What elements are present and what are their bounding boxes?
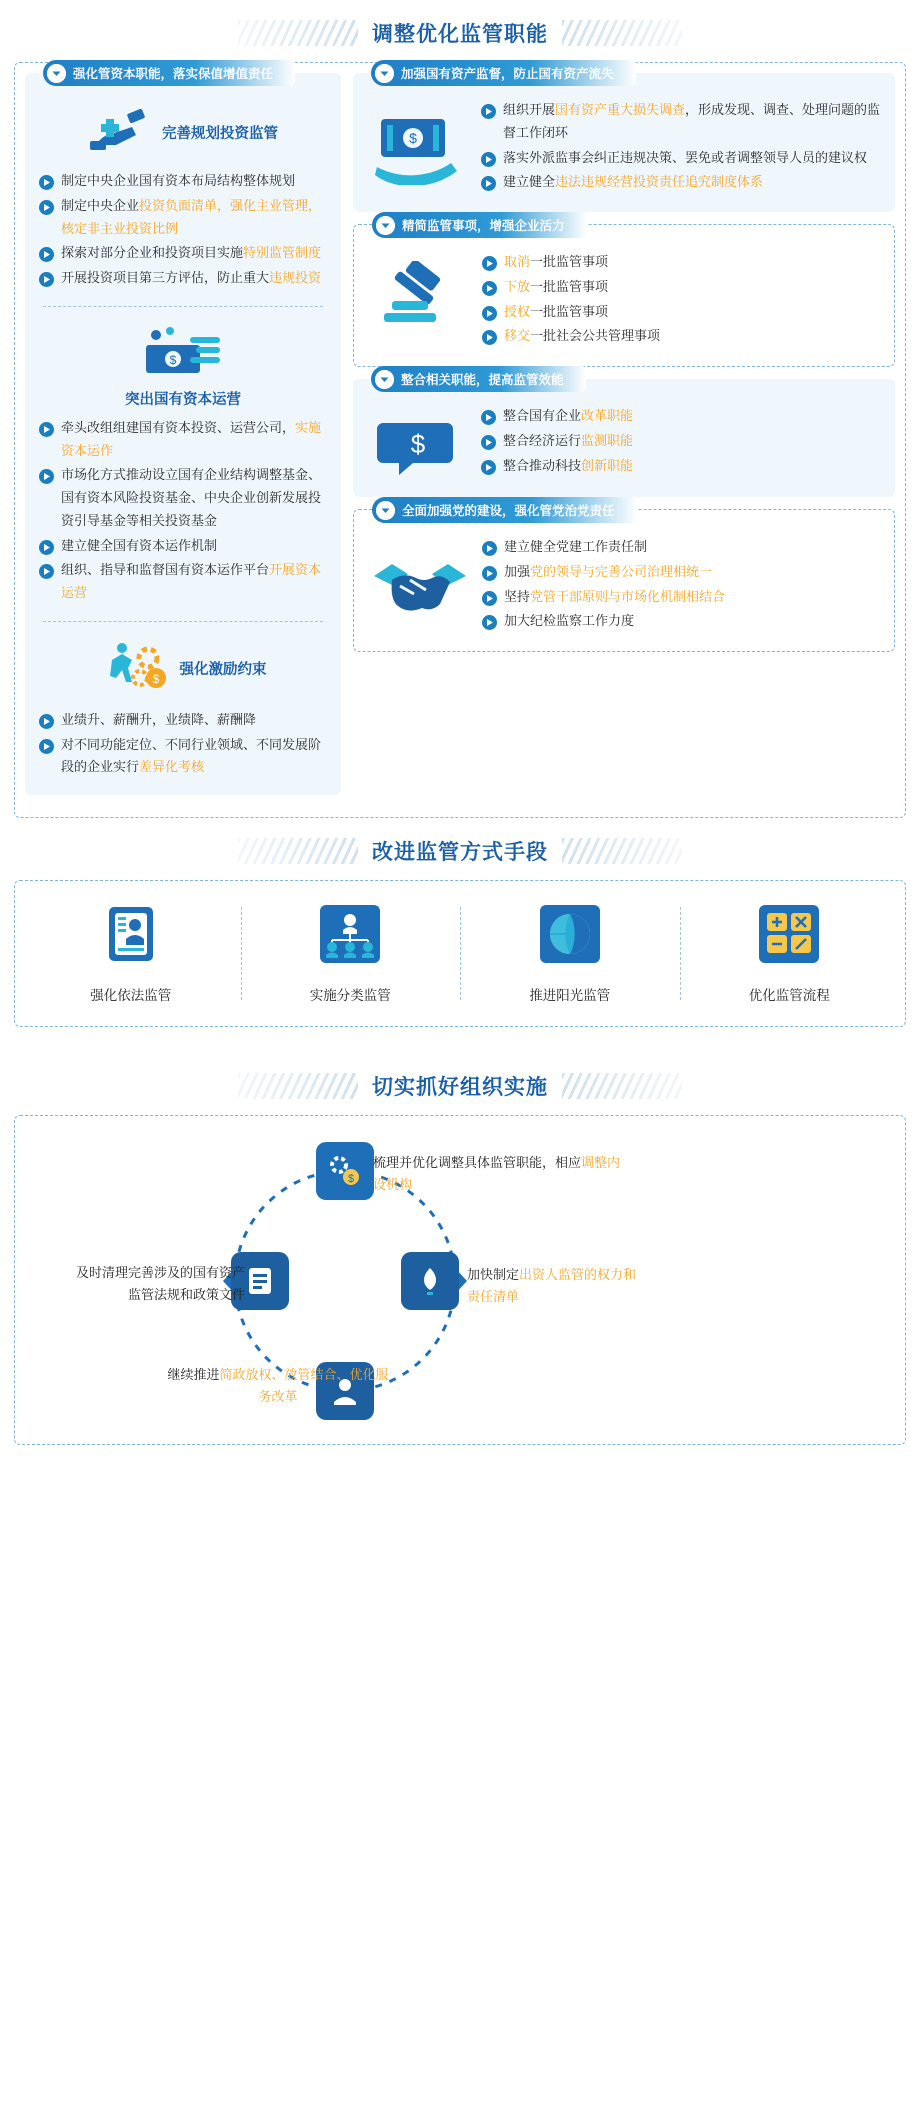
item-text-highlight: 违法违规经营投资责任追究制度体系 bbox=[555, 174, 764, 190]
divider bbox=[43, 306, 323, 307]
arrow-bullet-icon bbox=[481, 410, 496, 425]
item-text-highlight: 差异化考核 bbox=[139, 759, 205, 775]
item-text: 制定中央企业国有资本布局结构整体规划 bbox=[61, 173, 296, 188]
section-header-2 bbox=[0, 836, 920, 866]
item-text: 加强 bbox=[504, 563, 531, 579]
column-supervision bbox=[353, 67, 895, 664]
hatch-decoration-left bbox=[238, 20, 358, 46]
svg-text:$: $ bbox=[347, 1173, 355, 1185]
list-item bbox=[481, 147, 881, 170]
svg-text:$: $ bbox=[410, 429, 426, 459]
money-icon-wrap bbox=[39, 323, 327, 382]
item-text: 整合国有企业 bbox=[503, 408, 582, 423]
section-title-1: 调整优化监管职能 bbox=[372, 23, 548, 46]
bullet-list-integrate bbox=[481, 405, 881, 477]
item-text: 加快制定 bbox=[467, 1267, 520, 1282]
arrow-bullet-icon bbox=[481, 460, 496, 475]
item-text-highlight: 授权 bbox=[504, 303, 531, 319]
hatch-decoration-right bbox=[562, 20, 682, 46]
item-text-highlight: 调整内设机构 bbox=[373, 1155, 621, 1193]
bullet-list-streamline bbox=[482, 251, 880, 348]
item-text-highlight: 出资人监管的权力和责任清单 bbox=[467, 1267, 637, 1305]
item-text-highlight: 投资负面清单，强化主业管理，核定非主业投资比例 bbox=[61, 197, 322, 236]
org-chart-icon bbox=[318, 952, 382, 969]
ribbon-label: 强化管资本职能，落实保值增值责任 bbox=[73, 67, 274, 81]
arrow-bullet-icon bbox=[482, 566, 497, 581]
item-text: 落实外派监事会纠正违规决策、罢免或者调整领导人员的建议权 bbox=[503, 149, 868, 165]
card-capital-functions bbox=[25, 67, 341, 795]
block-caption: 强化激励约束 bbox=[179, 661, 267, 678]
arrow-bullet-icon bbox=[482, 541, 497, 556]
card-asset-supervision bbox=[353, 67, 895, 212]
item-text-highlight: 国有资产重大损失调查 bbox=[555, 102, 686, 117]
cycle-node-gears bbox=[316, 1142, 374, 1200]
item-text: 探索对部分企业和投资项目实施 bbox=[61, 245, 244, 261]
ribbon-capital-functions bbox=[43, 60, 295, 86]
arrow-bullet-icon bbox=[39, 540, 54, 555]
item-text: 建立健全 bbox=[503, 174, 556, 190]
bullet-list-capital-operation bbox=[39, 417, 327, 605]
block-caption: 突出国有资本运营 bbox=[125, 391, 241, 408]
chevron-down-icon bbox=[47, 64, 66, 83]
arrow-bullet-icon bbox=[482, 281, 497, 296]
pen-icon bbox=[413, 1264, 447, 1298]
section-title-2: 改进监管方式手段 bbox=[372, 841, 548, 864]
list-item bbox=[39, 709, 327, 732]
item-text-highlight: 取消 bbox=[504, 254, 531, 269]
hand-money-icon bbox=[367, 99, 471, 185]
item-text-highlight: 开展资本运营 bbox=[61, 562, 322, 600]
item-text: 组织开展 bbox=[503, 102, 556, 117]
ribbon-label: 全面加强党的建设，强化管党治党责任 bbox=[402, 504, 615, 518]
arrow-bullet-icon bbox=[482, 615, 497, 630]
item-text: 一批社会公共管理事项 bbox=[530, 328, 661, 344]
icon-caption-incentive bbox=[39, 638, 327, 699]
method-cell-lawful bbox=[21, 899, 241, 1008]
chevron-down-icon bbox=[376, 216, 395, 235]
arrow-bullet-icon bbox=[481, 104, 496, 119]
item-text-highlight: 简政放权、放管结合、优化服务改革 bbox=[219, 1367, 389, 1405]
cycle-text-left bbox=[75, 1262, 245, 1306]
item-text: 建立健全国有资本运作机制 bbox=[61, 537, 218, 553]
arrow-bullet-icon bbox=[39, 739, 54, 754]
bullet-list-asset-supervision bbox=[481, 99, 881, 194]
cycle-node-pen bbox=[401, 1252, 459, 1310]
method-label: 推进阳光监管 bbox=[529, 988, 611, 1003]
item-text-highlight: 改革职能 bbox=[581, 408, 634, 423]
list-item bbox=[481, 99, 881, 145]
item-text: 继续推进 bbox=[167, 1367, 220, 1382]
method-label: 实施分类监管 bbox=[309, 988, 391, 1003]
item-text: 建立健全党建工作责任制 bbox=[504, 539, 648, 554]
list-item bbox=[39, 267, 327, 290]
section-header-1 bbox=[0, 18, 920, 48]
ribbon-streamline-items bbox=[372, 212, 587, 238]
arrow-bullet-icon bbox=[482, 306, 497, 321]
item-text: 整合推动科技 bbox=[503, 457, 582, 473]
chevron-down-icon bbox=[375, 64, 394, 83]
method-cell-process bbox=[680, 899, 900, 1008]
list-item bbox=[482, 586, 880, 609]
bullet-list-party-building bbox=[482, 536, 880, 633]
card-streamline-items bbox=[353, 219, 895, 367]
item-text-highlight: 党管干部原则与市场化机制相结合 bbox=[530, 588, 726, 604]
arrow-bullet-icon bbox=[39, 272, 54, 287]
arrow-bullet-icon bbox=[481, 152, 496, 167]
hatch-decoration-right bbox=[562, 1073, 682, 1099]
chat-dollar-icon bbox=[367, 405, 471, 481]
icon-caption-planning bbox=[39, 105, 327, 160]
list-icon bbox=[243, 1264, 277, 1298]
list-item bbox=[39, 535, 327, 558]
chevron-down-icon bbox=[375, 370, 394, 389]
item-text: 市场化方式推动设立国有企业结构调整基金、国有资本风险投资基金、中央企业创新发展投资引导基金等相关投资基金 bbox=[61, 467, 322, 528]
method-label: 优化监管流程 bbox=[748, 988, 830, 1003]
runner-gear-icon bbox=[100, 638, 170, 699]
item-text-highlight: 党的领导与完善公司治理相统一 bbox=[530, 563, 713, 579]
list-item bbox=[39, 242, 327, 265]
arrow-bullet-icon bbox=[39, 247, 54, 262]
list-item bbox=[39, 195, 327, 241]
item-text: 制定中央企业 bbox=[61, 197, 140, 213]
arrow-bullet-icon bbox=[39, 175, 54, 190]
card-party-building bbox=[353, 504, 895, 652]
item-text: 开展投资项目第三方评估，防止重大 bbox=[61, 270, 270, 285]
list-item bbox=[482, 276, 880, 299]
list-item bbox=[39, 170, 327, 193]
ribbon-label: 加强国有资产监督，防止国有资产流失 bbox=[401, 67, 614, 81]
svg-text:$: $ bbox=[409, 130, 417, 146]
item-text: 一批监管事项 bbox=[530, 278, 609, 294]
item-text-highlight: 违规投资 bbox=[269, 270, 322, 285]
item-text-highlight: 特别监管制度 bbox=[243, 245, 322, 261]
infographic-page bbox=[0, 18, 920, 1465]
hatch-decoration-left bbox=[238, 838, 358, 864]
list-item bbox=[482, 561, 880, 584]
item-text: 梳理并优化调整具体监管职能，相应 bbox=[373, 1155, 582, 1170]
item-text: 一批监管事项 bbox=[530, 254, 609, 269]
svg-text:$: $ bbox=[169, 352, 177, 367]
section-header-3 bbox=[0, 1071, 920, 1101]
arrow-bullet-icon bbox=[39, 469, 54, 484]
card-integrate-functions bbox=[353, 373, 895, 497]
arrow-bullet-icon bbox=[481, 176, 496, 191]
item-text: 及时清理完善涉及的国有资产监管法规和政策文件 bbox=[75, 1265, 245, 1303]
section-title-3: 切实抓好组织实施 bbox=[372, 1076, 548, 1099]
list-item bbox=[39, 559, 327, 605]
document-person-icon bbox=[101, 952, 161, 969]
list-item bbox=[482, 536, 880, 559]
svg-text:$: $ bbox=[152, 671, 159, 686]
bullet-list-incentive bbox=[39, 709, 327, 779]
chevron-down-icon bbox=[376, 501, 395, 520]
arrow-bullet-icon bbox=[482, 591, 497, 606]
bullet-list-planning bbox=[39, 170, 327, 290]
method-cell-classified bbox=[241, 899, 461, 1008]
arrow-bullet-icon bbox=[482, 256, 497, 271]
item-text-highlight: 创新职能 bbox=[581, 457, 634, 473]
cycle-text-top bbox=[373, 1152, 623, 1196]
list-item bbox=[482, 610, 880, 633]
gears-icon bbox=[327, 1153, 363, 1189]
item-text: 整合经济运行 bbox=[503, 432, 582, 448]
item-text: 加大纪检监察工作力度 bbox=[504, 613, 635, 629]
arrow-bullet-icon bbox=[39, 714, 54, 729]
arrow-bullet-icon bbox=[39, 564, 54, 579]
ribbon-integrate-functions bbox=[371, 366, 586, 392]
list-item bbox=[39, 734, 327, 780]
list-item bbox=[39, 417, 327, 463]
ribbon-asset-supervision bbox=[371, 60, 636, 86]
ribbon-label: 精简监管事项，增强企业活力 bbox=[402, 219, 565, 233]
arrow-bullet-icon bbox=[39, 200, 54, 215]
list-item bbox=[481, 405, 881, 428]
globe-icon bbox=[538, 952, 602, 969]
calculator-icon bbox=[757, 952, 821, 969]
arrow-bullet-icon bbox=[482, 330, 497, 345]
method-cell-sunshine bbox=[460, 899, 680, 1008]
block-caption: 完善规划投资监管 bbox=[162, 126, 278, 142]
hatch-decoration-right bbox=[562, 838, 682, 864]
item-text-highlight: 下放 bbox=[504, 278, 531, 294]
list-item bbox=[481, 171, 881, 194]
panel-implementation-cycle bbox=[14, 1115, 906, 1445]
panel-supervision-methods bbox=[14, 880, 906, 1027]
list-item bbox=[39, 464, 327, 532]
arrow-bullet-icon bbox=[481, 435, 496, 450]
list-item bbox=[482, 325, 880, 348]
item-text-highlight: 移交 bbox=[504, 328, 531, 344]
item-text-highlight: 监测职能 bbox=[581, 432, 634, 448]
item-text: 坚持 bbox=[504, 588, 531, 604]
column-capital-functions bbox=[25, 67, 341, 807]
item-text-highlight: 实施资本运作 bbox=[61, 419, 322, 458]
item-text: 组织、指导和监督国有资本运作平台 bbox=[61, 562, 270, 578]
hatch-decoration-left bbox=[238, 1073, 358, 1099]
panel-regulatory-functions bbox=[14, 62, 906, 818]
ribbon-label: 整合相关职能，提高监管效能 bbox=[401, 373, 564, 387]
list-item bbox=[481, 430, 881, 453]
method-label: 强化依法监管 bbox=[90, 988, 172, 1003]
divider bbox=[43, 621, 323, 622]
gavel-icon bbox=[368, 251, 472, 335]
item-text: 一批监管事项 bbox=[530, 303, 609, 319]
arrow-bullet-icon bbox=[39, 422, 54, 437]
item-text: 对不同功能定位、不同行业领域、不同发展阶段的企业实行 bbox=[61, 736, 322, 775]
cycle-text-right bbox=[467, 1264, 647, 1308]
list-item bbox=[481, 455, 881, 478]
list-item bbox=[482, 301, 880, 324]
item-text: 牵头改组组建国有资本投资、运营公司， bbox=[61, 419, 296, 435]
item-text: ，形成发现、调查、处理问题的监督工作闭环 bbox=[503, 102, 881, 140]
list-item bbox=[482, 251, 880, 274]
ribbon-party-building bbox=[372, 497, 637, 523]
puzzle-hand-icon bbox=[88, 105, 152, 160]
item-text: 业绩升、薪酬升，业绩降、薪酬降 bbox=[61, 711, 257, 727]
money-icon bbox=[140, 323, 226, 382]
cycle-text-bottom bbox=[163, 1364, 393, 1408]
handshake-icon bbox=[368, 536, 472, 618]
